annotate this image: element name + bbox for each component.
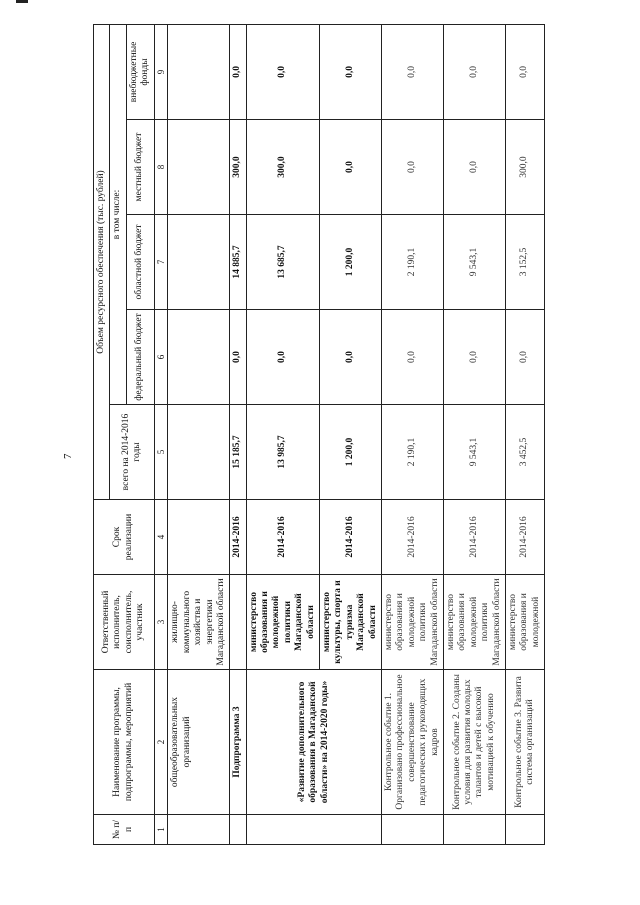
including-header: в том числе: [110, 24, 126, 404]
row-responsible: министерство образования и молодежной политики Магаданской области [246, 575, 319, 670]
row-responsible: министерство образования и молодежной политики Магаданской области [443, 575, 505, 670]
row-regional: 3 152,5 [505, 215, 544, 310]
column-number: 4 [154, 500, 168, 575]
row-total [168, 405, 230, 500]
row-responsible: министерство культуры, спорта и туризма Магаданской области [320, 575, 382, 670]
row-federal [168, 310, 230, 405]
row-regional [168, 215, 230, 310]
row-name: общеобразовательных организаций [168, 670, 230, 815]
table-row [505, 24, 544, 844]
row-local: 300,0 [230, 120, 246, 215]
column-number-row [154, 24, 168, 844]
row-extrabudget: 0,0 [246, 24, 319, 119]
col-extrabudget-header: внебюджетные фонды [126, 24, 154, 119]
row-responsible: жилищно-коммунального хозяйства и энергетики Магаданской области [168, 575, 230, 670]
funding-group-header: Объем ресурсного обеспечения (тыс. рублей) [94, 24, 110, 499]
col-term-header: Срок реализации [94, 500, 155, 575]
column-number: 2 [154, 670, 168, 815]
col-num-header: № п/п [94, 815, 155, 845]
column-number: 3 [154, 575, 168, 670]
row-local: 0,0 [320, 120, 382, 215]
col-regional-header: областной бюджет [126, 215, 154, 310]
col-name-header: Наименование программы, подпрограммы, мероприятий [94, 670, 155, 815]
column-number: 9 [154, 24, 168, 119]
row-responsible [230, 575, 246, 670]
table-row [246, 24, 319, 844]
row-num [382, 815, 444, 845]
column-number: 5 [154, 405, 168, 500]
row-extrabudget: 0,0 [230, 24, 246, 119]
col-total-header: всего на 2014-2016 годы [110, 405, 154, 500]
row-name: Контрольное событие 2. Созданы условия для развития молодых талантов и детей с высокой мотивацией к обучению [443, 670, 505, 815]
row-federal: 0,0 [246, 310, 319, 405]
column-number: 1 [154, 815, 168, 845]
row-total: 3 452,5 [505, 405, 544, 500]
row-term: 2014-2016 [382, 500, 444, 575]
row-local: 0,0 [382, 120, 444, 215]
row-num [168, 815, 230, 845]
table-row [168, 24, 230, 844]
row-federal: 0,0 [230, 310, 246, 405]
row-total: 15 185,7 [230, 405, 246, 500]
row-local: 300,0 [505, 120, 544, 215]
col-responsible-header: Ответственный исполнитель, соисполнитель, участник [94, 575, 155, 670]
row-total: 1 200,0 [320, 405, 382, 500]
row-federal: 0,0 [382, 310, 444, 405]
row-regional: 1 200,0 [320, 215, 382, 310]
row-local [168, 120, 230, 215]
row-num [443, 815, 505, 845]
row-name: Подпрограмма 3 [230, 670, 246, 815]
row-responsible: министерство образования и молодежной [505, 575, 544, 670]
row-regional: 14 885,7 [230, 215, 246, 310]
col-federal-header: федеральный бюджет [126, 310, 154, 405]
row-federal: 0,0 [443, 310, 505, 405]
row-regional: 2 190,1 [382, 215, 444, 310]
row-extrabudget [168, 24, 230, 119]
row-term: 2014-2016 [320, 500, 382, 575]
header-row-1 [94, 24, 110, 844]
row-extrabudget: 0,0 [320, 24, 382, 119]
row-extrabudget: 0,0 [505, 24, 544, 119]
column-number: 8 [154, 120, 168, 215]
row-federal: 0,0 [320, 310, 382, 405]
row-responsible: министерство образования и молодежной политики Магаданской области [382, 575, 444, 670]
row-total: 13 985,7 [246, 405, 319, 500]
row-extrabudget: 0,0 [382, 24, 444, 119]
table-row [230, 24, 246, 844]
row-term: 2014-2016 [443, 500, 505, 575]
table-row [443, 24, 505, 844]
row-num [505, 815, 544, 845]
table-row [382, 24, 444, 844]
row-name: «Развитие дополнительного образования в Магаданской области» на 2014-2020 годы» [246, 670, 381, 815]
col-local-header: местный бюджет [126, 120, 154, 215]
row-total: 2 190,1 [382, 405, 444, 500]
column-number: 6 [154, 310, 168, 405]
page-number: 7 [62, 453, 74, 459]
row-regional: 13 685,7 [246, 215, 319, 310]
row-term [168, 500, 230, 575]
row-num [246, 815, 381, 845]
row-regional: 9 543,1 [443, 215, 505, 310]
row-local: 0,0 [443, 120, 505, 215]
row-name: Контрольное событие 1. Организовано профессиональное совершенствование педагогических и руководящих кадров [382, 670, 444, 815]
row-federal: 0,0 [505, 310, 544, 405]
resource-table [93, 24, 545, 845]
row-local: 300,0 [246, 120, 319, 215]
row-term: 2014-2016 [246, 500, 319, 575]
column-number: 7 [154, 215, 168, 310]
row-extrabudget: 0,0 [443, 24, 505, 119]
row-term: 2014-2016 [230, 500, 246, 575]
row-name: Контрольное событие 3. Развита система организаций [505, 670, 544, 815]
row-num [230, 815, 246, 845]
row-term: 2014-2016 [505, 500, 544, 575]
row-total: 9 543,1 [443, 405, 505, 500]
